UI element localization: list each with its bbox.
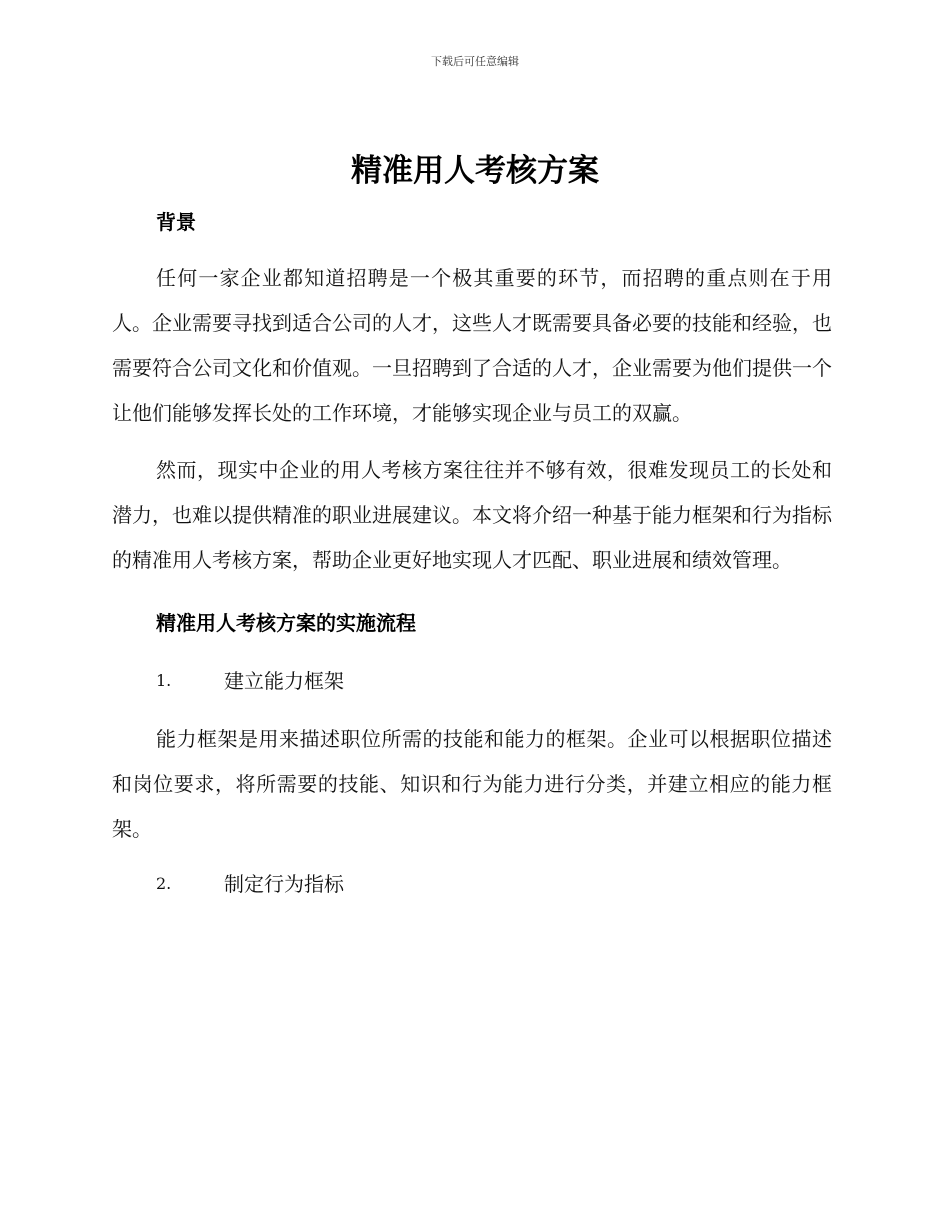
list-number: 2.	[156, 874, 172, 893]
list-item-title: 建立能力框架	[224, 669, 344, 693]
paragraph: 任何一家企业都知道招聘是一个极其重要的环节，而招聘的重点则在于用人。企业需要寻找到适合公司的人才，这些人才既需要具备必要的技能和经验，也需要符合公司文化和价值观。一旦招聘到了合适的人才，企业需要为他们提供一个让他们能够发挥长处的工作环境，才能够实现企业与员工的双赢。	[112, 266, 832, 425]
section-heading-background: 背景	[156, 210, 196, 234]
list-item-title: 制定行为指标	[224, 872, 344, 896]
document-title: 精准用人考核方案	[351, 153, 599, 189]
list-item-step-2	[112, 866, 832, 902]
paragraph: 能力框架是用来描述职位所需的技能和能力的框架。企业可以根据职位描述和岗位要求，将所需要的技能、知识和行为能力进行分类，并建立相应的能力框架。	[112, 727, 832, 841]
list-number: 1.	[156, 671, 172, 690]
document-body	[112, 204, 832, 902]
header-note: 下载后可任意编辑	[431, 55, 519, 68]
section-heading-implementation: 精准用人考核方案的实施流程	[156, 611, 416, 635]
list-item-step-1	[112, 663, 832, 699]
paragraph: 然而，现实中企业的用人考核方案往往并不够有效，很难发现员工的长处和潜力，也难以提供精准的职业进展建议。本文将介绍一种基于能力框架和行为指标的精准用人考核方案，帮助企业更好地实现人才匹配、职业进展和绩效管理。	[112, 458, 832, 572]
